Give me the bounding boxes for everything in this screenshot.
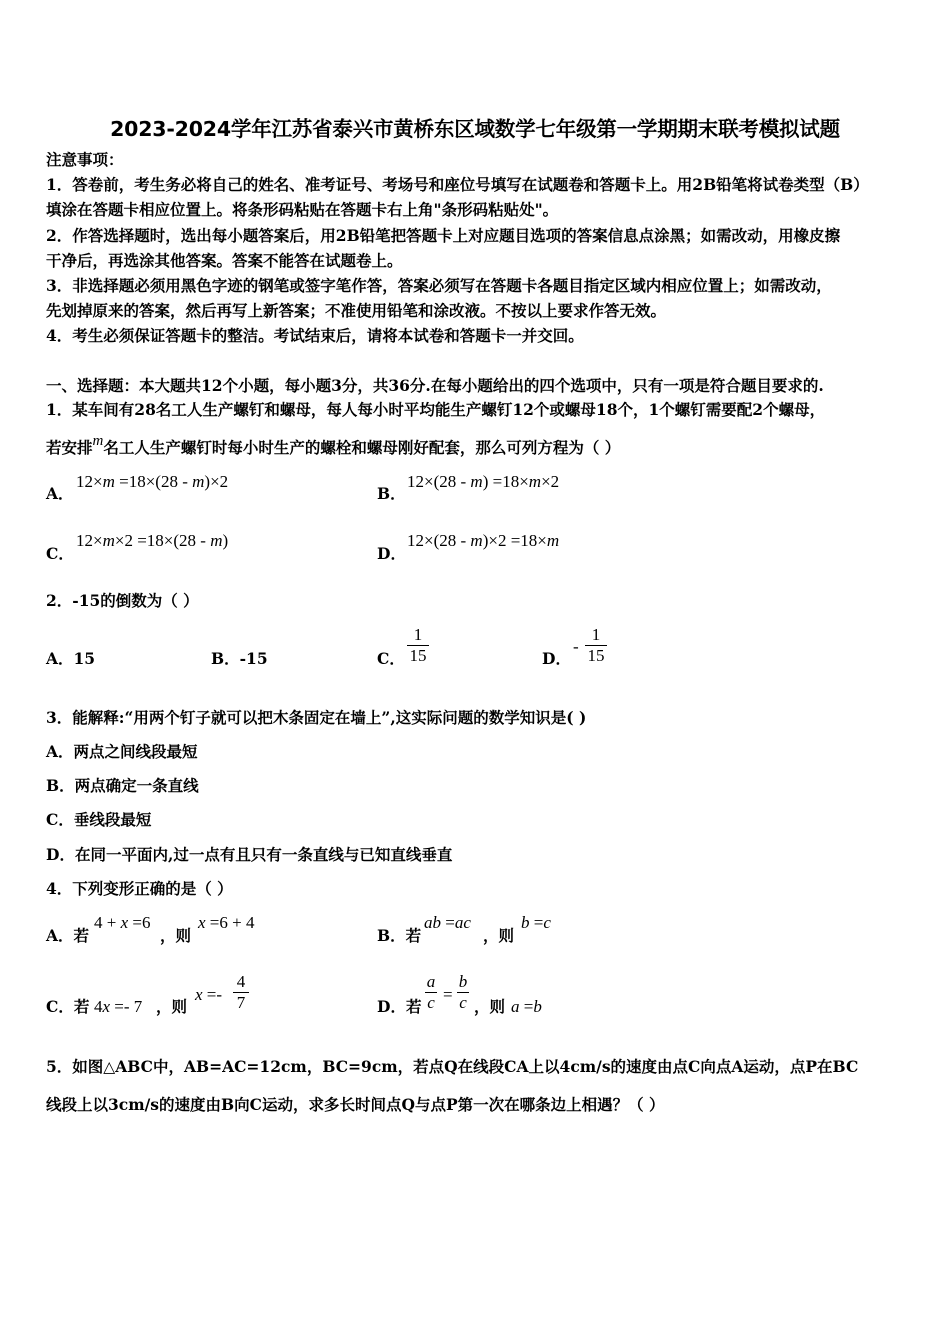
notice-line: 干净后，再选涂其他答案。答案不能答在试题卷上。 [46, 251, 403, 270]
option-c-label[interactable]: C． [46, 544, 74, 563]
question-5-stem: 5．如图△ABC中，AB=AC=12cm，BC=9cm，若点Q在线段CA上以4cm/s的速度由点C向点A运动，点P在BC [46, 1057, 859, 1076]
option-c-result: x =- [195, 985, 223, 1004]
option-b-then: ，则 [483, 926, 515, 945]
option-a-label[interactable]: A．若 [46, 926, 90, 945]
option-a[interactable]: A．15 [46, 649, 96, 668]
notice-line: 3．非选择题必须用黑色字迹的钢笔或签字笔作答，答案必须写在答题卡各题目指定区域内相应位置上；如需改动， [46, 276, 832, 295]
option-b[interactable]: B．-15 [211, 649, 268, 668]
notice-heading: 注意事项： [46, 150, 124, 169]
option-d-then: ，则 [474, 997, 506, 1016]
option-a-condition: 4 + x =6 [94, 913, 151, 932]
question-2-stem: 2．-15的倒数为（ ） [46, 591, 199, 610]
option-c-then: ，则 [156, 997, 188, 1016]
option-d[interactable]: D．在同一平面内,过一点有且只有一条直线与已知直线垂直 [46, 845, 453, 864]
page-title: 2023-2024学年江苏省泰兴市黄桥东区域数学七年级第一学期期末联考模拟试题 [110, 117, 840, 141]
option-b[interactable]: B．两点确定一条直线 [46, 776, 199, 795]
question-4-stem: 4．下列变形正确的是（ ） [46, 879, 233, 898]
fraction: b c [458, 972, 468, 1012]
option-c-label[interactable]: C．若 [46, 997, 90, 1016]
question-1-stem: 1．某车间有28名工人生产螺钉和螺母，每人每小时平均能生产螺钉12个或螺母18个，1个螺钉需要配2个螺母， [46, 400, 826, 419]
fraction: 1 15 [585, 626, 607, 665]
option-d-label[interactable]: D． [377, 544, 406, 563]
notice-line: 2．作答选择题时，选出每小题答案后，用2B铅笔把答题卡上对应题目选项的答案信息点涂黑；如需改动，用橡皮擦 [46, 226, 841, 245]
option-a-label[interactable]: A． [46, 484, 74, 503]
option-a[interactable]: A．两点之间线段最短 [46, 742, 198, 761]
notice-line: 填涂在答题卡相应位置上。将条形码粘贴在答题卡右上角"条形码粘贴处"。 [46, 200, 559, 219]
option-b-label[interactable]: B．若 [377, 926, 422, 945]
fraction: 4 7 [233, 973, 249, 1012]
option-b-equation: 12×(28 - m) =18×m×2 [407, 472, 560, 491]
option-c-condition: 4x =- 7 [94, 997, 143, 1016]
notice-line: 1．答卷前，考生务必将自己的姓名、准考证号、考场号和座位号填写在试题卷和答题卡上。用2B铅笔将试卷类型（B） [46, 175, 869, 194]
fraction: 1 15 [407, 626, 429, 665]
notice-line: 4．考生必须保证答题卡的整洁。考试结束后，请将本试卷和答题卡一并交回。 [46, 326, 584, 345]
option-c-equation: 12×m×2 =18×(28 - m) [76, 531, 229, 550]
option-a-result: x =6 + 4 [198, 913, 255, 932]
option-a-equation: 12×m =18×(28 - m)×2 [76, 472, 229, 491]
option-d-label[interactable]: D．若 [377, 997, 422, 1016]
notice-line: 先划掉原来的答案，然后再写上新答案；不准使用铅笔和涂改液。不按以上要求作答无效。 [46, 301, 667, 320]
option-d-label[interactable]: D． [542, 649, 571, 668]
minus-sign: - [573, 637, 579, 656]
option-c-label[interactable]: C． [377, 649, 405, 668]
option-b-result: b =c [521, 913, 551, 932]
equals-sign: = [443, 985, 453, 1004]
question-1-stem: 若安排m名工人生产螺钉时每小时生产的螺栓和螺母刚好配套，那么可列方程为（ ） [46, 433, 621, 457]
option-c[interactable]: C．垂线段最短 [46, 810, 152, 829]
question-5-stem: 线段上以3cm/s的速度由B向C运动，求多长时间点Q与点P第一次在哪条边上相遇？（ ） [46, 1095, 665, 1114]
section-heading: 一、选择题：本大题共12个小题，每小题3分，共36分.在每小题给出的四个选项中，只有一项是符合题目要求的. [46, 376, 824, 395]
question-3-stem: 3．能解释:“用两个钉子就可以把木条固定在墙上”,这实际问题的数学知识是( ) [46, 708, 587, 727]
option-b-condition: ab =ac [424, 913, 471, 932]
option-d-result: a =b [511, 997, 542, 1016]
fraction: a c [426, 972, 436, 1012]
option-a-then: ，则 [160, 926, 192, 945]
option-d-equation: 12×(28 - m)×2 =18×m [407, 531, 560, 550]
option-b-label[interactable]: B． [377, 484, 406, 503]
